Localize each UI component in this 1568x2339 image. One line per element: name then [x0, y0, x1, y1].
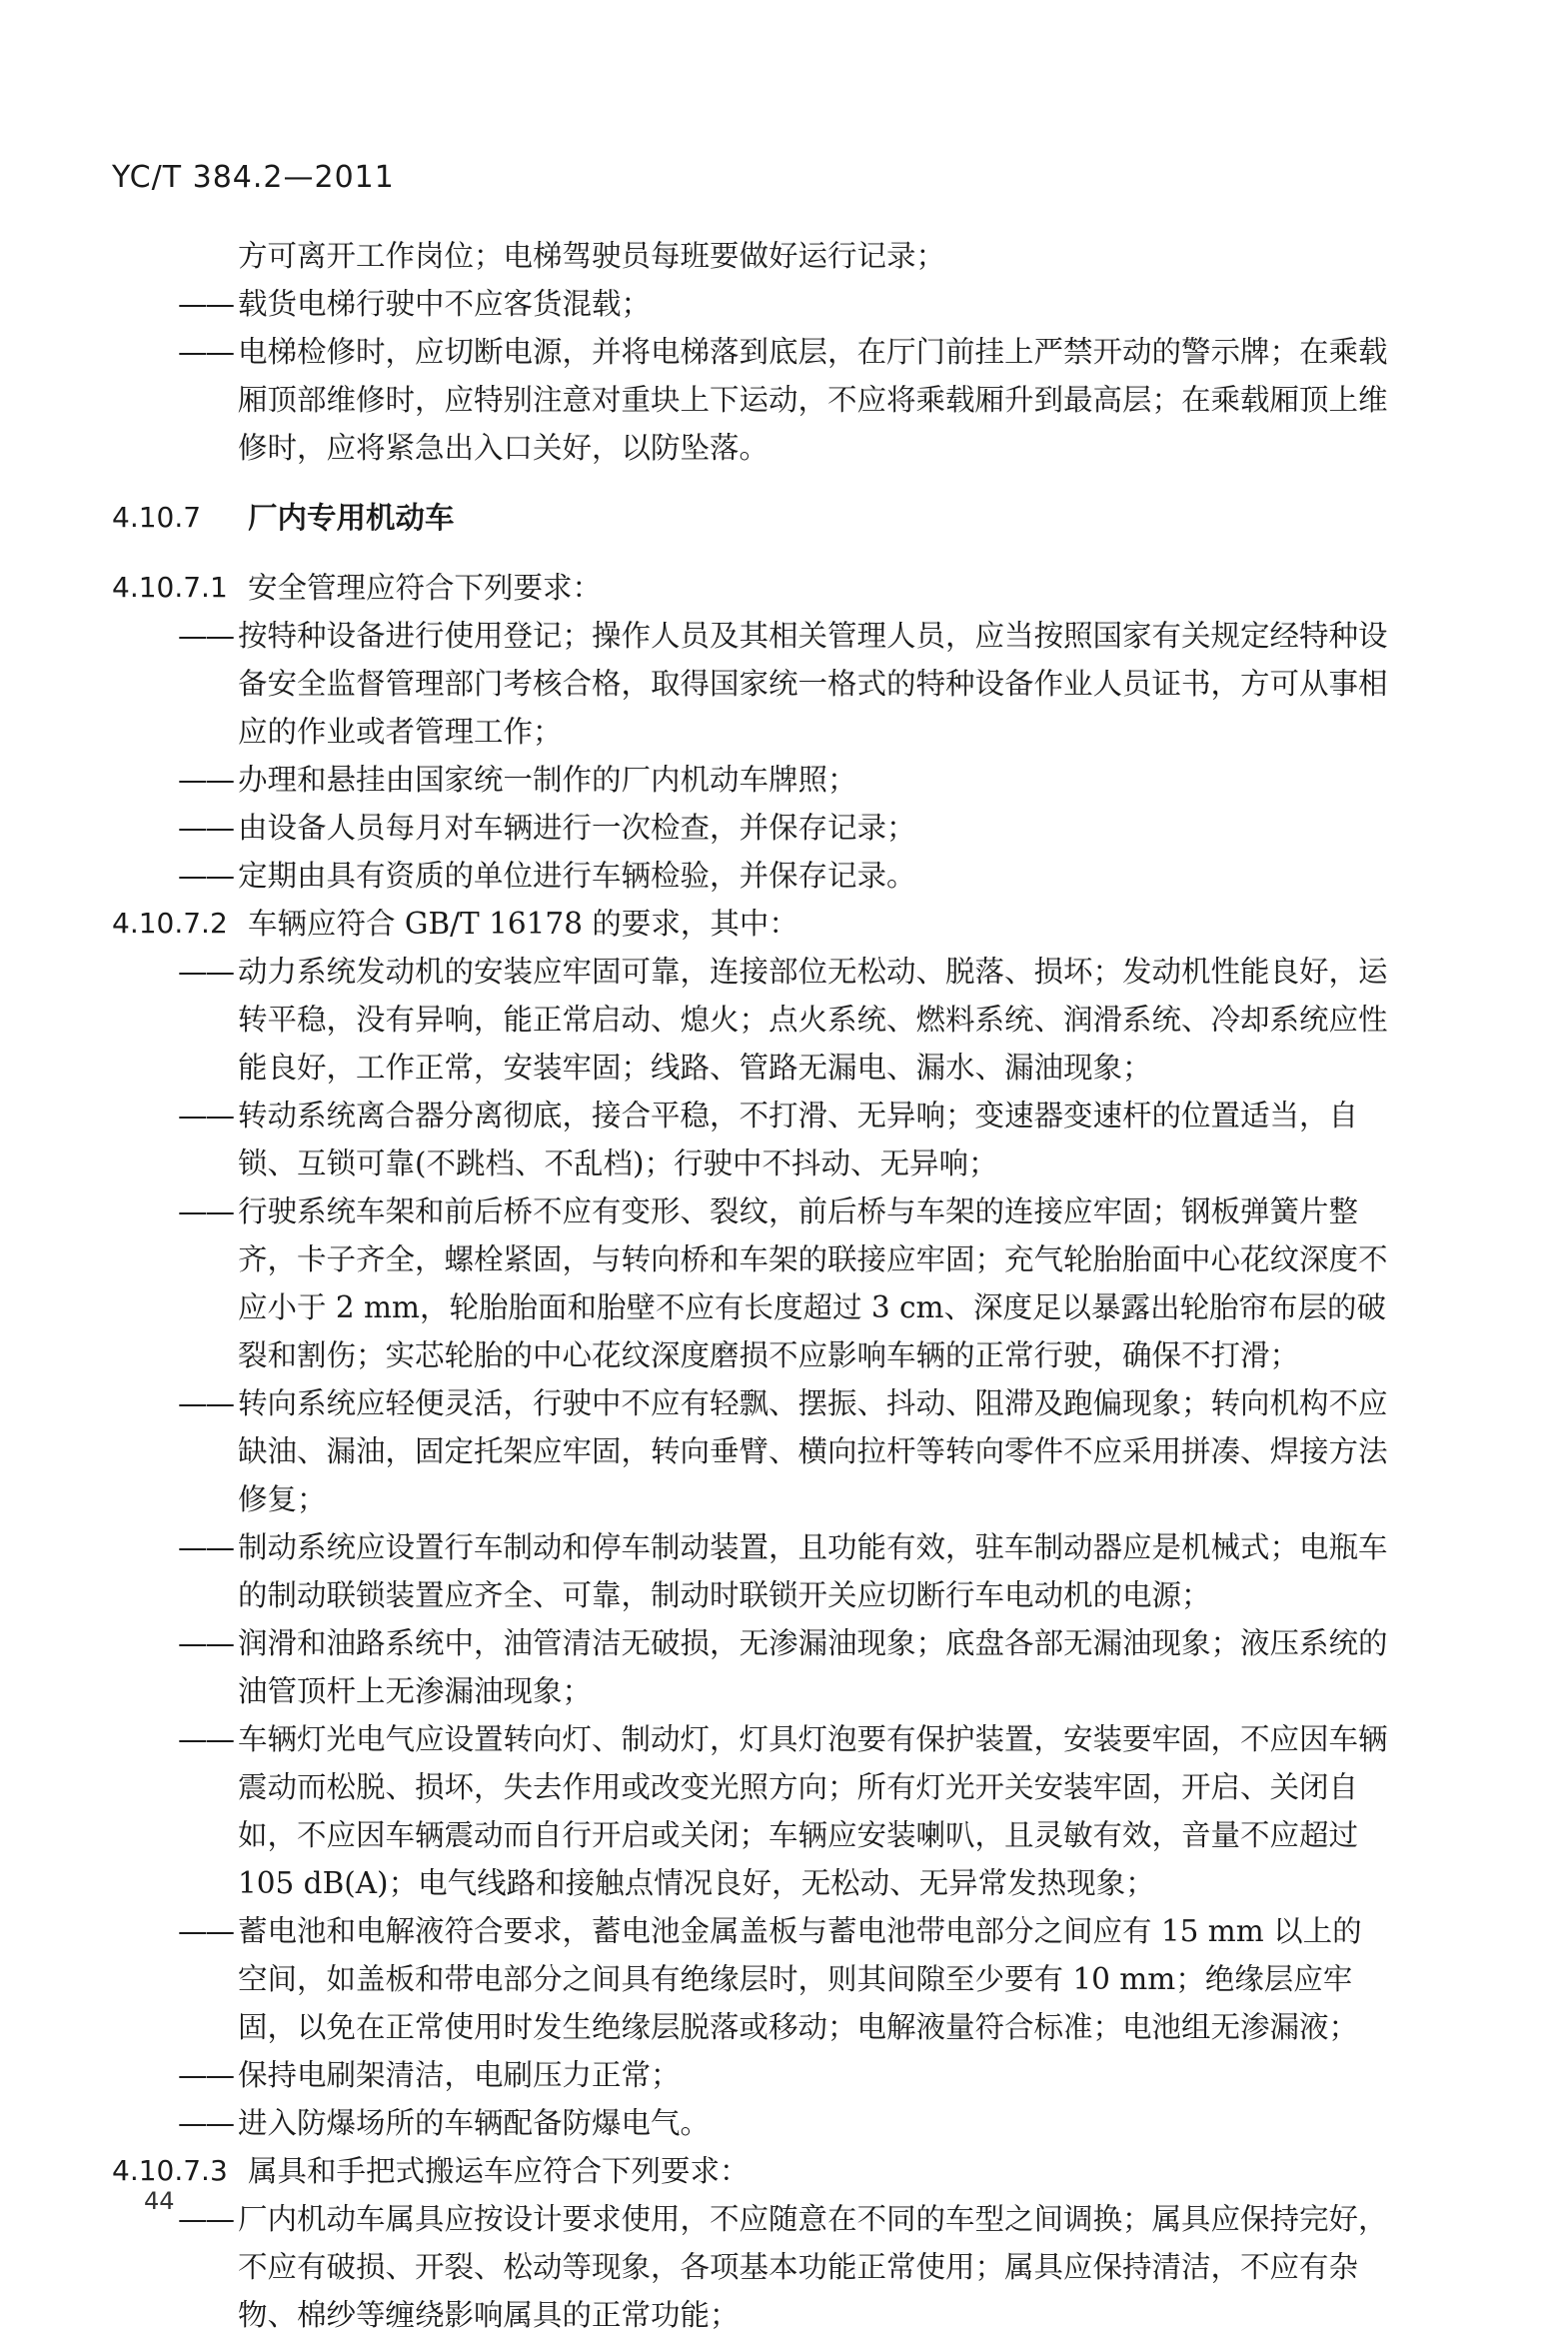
document-body [112, 232, 1391, 2339]
dash-marker: —— [178, 1914, 233, 1948]
list-item: —— 动力系统发动机的安装应牢固可靠，连接部位无松动、脱落、损坏；发动机性能良好，运转平稳，没有异响，能正常启动、熄火；点火系统、燃料系统、润滑系统、冷却系统应性能良好，工作正常，安装牢固；线路、管路无漏电、漏水、漏油现象； [112, 948, 1391, 1092]
section-number: 4.10.7 [112, 501, 202, 534]
clause [112, 564, 1391, 612]
dash-marker: —— [178, 859, 233, 893]
list-item: —— 办理和悬挂由国家统一制作的厂内机动车牌照； [112, 756, 1391, 804]
list-item: —— 厂内机动车属具应按设计要求使用，不应随意在不同的车型之间调换；属具应保持完好，不应有破损、开裂、松动等现象，各项基本功能正常使用；属具应保持清洁，不应有杂物、棉纱等缠绕影响属具的正常功能； [112, 2195, 1391, 2339]
list-item: —— 由设备人员每月对车辆进行一次检查，并保存记录； [112, 804, 1391, 852]
dash-marker: —— [178, 955, 233, 989]
list-item: —— 载货电梯行驶中不应客货混载； [112, 280, 1391, 328]
section-title: 厂内专用机动车 [248, 501, 455, 535]
dash-marker: —— [178, 1099, 233, 1133]
dash-marker: —— [178, 1722, 233, 1756]
clause-text: 安全管理应符合下列要求： [248, 571, 603, 605]
list-item: —— 转动系统离合器分离彻底，接合平稳，不打滑、无异响；变速器变速杆的位置适当，自锁、互锁可靠(不跳档、不乱档)；行驶中不抖动、无异响； [112, 1092, 1391, 1187]
list-item: —— 蓄电池和电解液符合要求，蓄电池金属盖板与蓄电池带电部分之间应有 15 mm 以上的空间，如盖板和带电部分之间具有绝缘层时，则其间隙至少要有 10 mm；绝缘层应牢固，以免在正常使用时发生绝缘层脱落或移动；电解液量符合标准；电池组无渗漏液； [112, 1907, 1391, 2051]
document-code: YC/T 384.2—2011 [112, 160, 395, 195]
clause [112, 900, 1391, 948]
section-heading [112, 494, 1391, 542]
dash-marker: —— [178, 1626, 233, 1660]
clause [112, 2147, 1391, 2195]
clause-text: 属具和手把式搬运车应符合下列要求： [248, 2154, 750, 2188]
clause-text: 车辆应符合 GB/T 16178 的要求，其中： [248, 907, 798, 941]
list-item: —— 按特种设备进行使用登记；操作人员及其相关管理人员，应当按照国家有关规定经特种设备安全监督管理部门考核合格，取得国家统一格式的特种设备作业人员证书，方可从事相应的作业或者管理工作； [112, 612, 1391, 756]
page-number: 44 [144, 2187, 175, 2215]
dash-marker: —— [178, 1530, 233, 1564]
dash-marker: —— [178, 2106, 233, 2140]
clause-number: 4.10.7.3 [112, 2154, 228, 2187]
list-item: —— 车辆灯光电气应设置转向灯、制动灯，灯具灯泡要有保护装置，安装要牢固，不应因车辆震动而松脱、损坏，失去作用或改变光照方向；所有灯光开关安装牢固，开启、关闭自如，不应因车辆震动而自行开启或关闭；车辆应安装喇叭，且灵敏有效，音量不应超过 105 dB(A)；电气线路和接触点情况良好，无松动、无异常发热现象； [112, 1715, 1391, 1907]
dash-marker: —— [178, 619, 233, 653]
list-item: —— 电梯检修时，应切断电源，并将电梯落到底层，在厅门前挂上严禁开动的警示牌；在乘载厢顶部维修时，应特别注意对重块上下运动，不应将乘载厢升到最高层；在乘载厢顶上维修时，应将紧急出入口关好，以防坠落。 [112, 328, 1391, 472]
list-item: —— 行驶系统车架和前后桥不应有变形、裂纹，前后桥与车架的连接应牢固；钢板弹簧片整齐，卡子齐全，螺栓紧固，与转向桥和车架的联接应牢固；充气轮胎胎面中心花纹深度不应小于 2 mm，轮胎胎面和胎壁不应有长度超过 3 cm、深度足以暴露出轮胎帘布层的破裂和割伤；实芯轮胎的中心花纹深度磨损不应影响车辆的正常行驶，确保不打滑； [112, 1187, 1391, 1379]
dash-marker: —— [178, 1386, 233, 1420]
dash-marker: —— [178, 2058, 233, 2092]
continued-paragraph: 方可离开工作岗位；电梯驾驶员每班要做好运行记录； [238, 239, 946, 273]
dash-marker: —— [178, 335, 233, 369]
list-item: —— 转向系统应轻便灵活，行驶中不应有轻飘、摆振、抖动、阻滞及跑偏现象；转向机构不应缺油、漏油，固定托架应牢固，转向垂臂、横向拉杆等转向零件不应采用拼凑、焊接方法修复； [112, 1379, 1391, 1523]
list-item: —— 进入防爆场所的车辆配备防爆电气。 [112, 2099, 1391, 2147]
clause-number: 4.10.7.1 [112, 571, 228, 604]
dash-marker: —— [178, 763, 233, 797]
list-item: —— 定期由具有资质的单位进行车辆检验，并保存记录。 [112, 852, 1391, 900]
clause-number: 4.10.7.2 [112, 907, 228, 940]
dash-marker: —— [178, 2202, 233, 2236]
dash-marker: —— [178, 1194, 233, 1228]
list-item: —— 制动系统应设置行车制动和停车制动装置，且功能有效，驻车制动器应是机械式；电瓶车的制动联锁装置应齐全、可靠，制动时联锁开关应切断行车电动机的电源； [112, 1523, 1391, 1619]
dash-marker: —— [178, 287, 233, 321]
list-item: —— 润滑和油路系统中，油管清洁无破损，无渗漏油现象；底盘各部无漏油现象；液压系统的油管顶杆上无渗漏油现象； [112, 1619, 1391, 1715]
list-item: —— 保持电刷架清洁，电刷压力正常； [112, 2051, 1391, 2099]
dash-marker: —— [178, 811, 233, 845]
